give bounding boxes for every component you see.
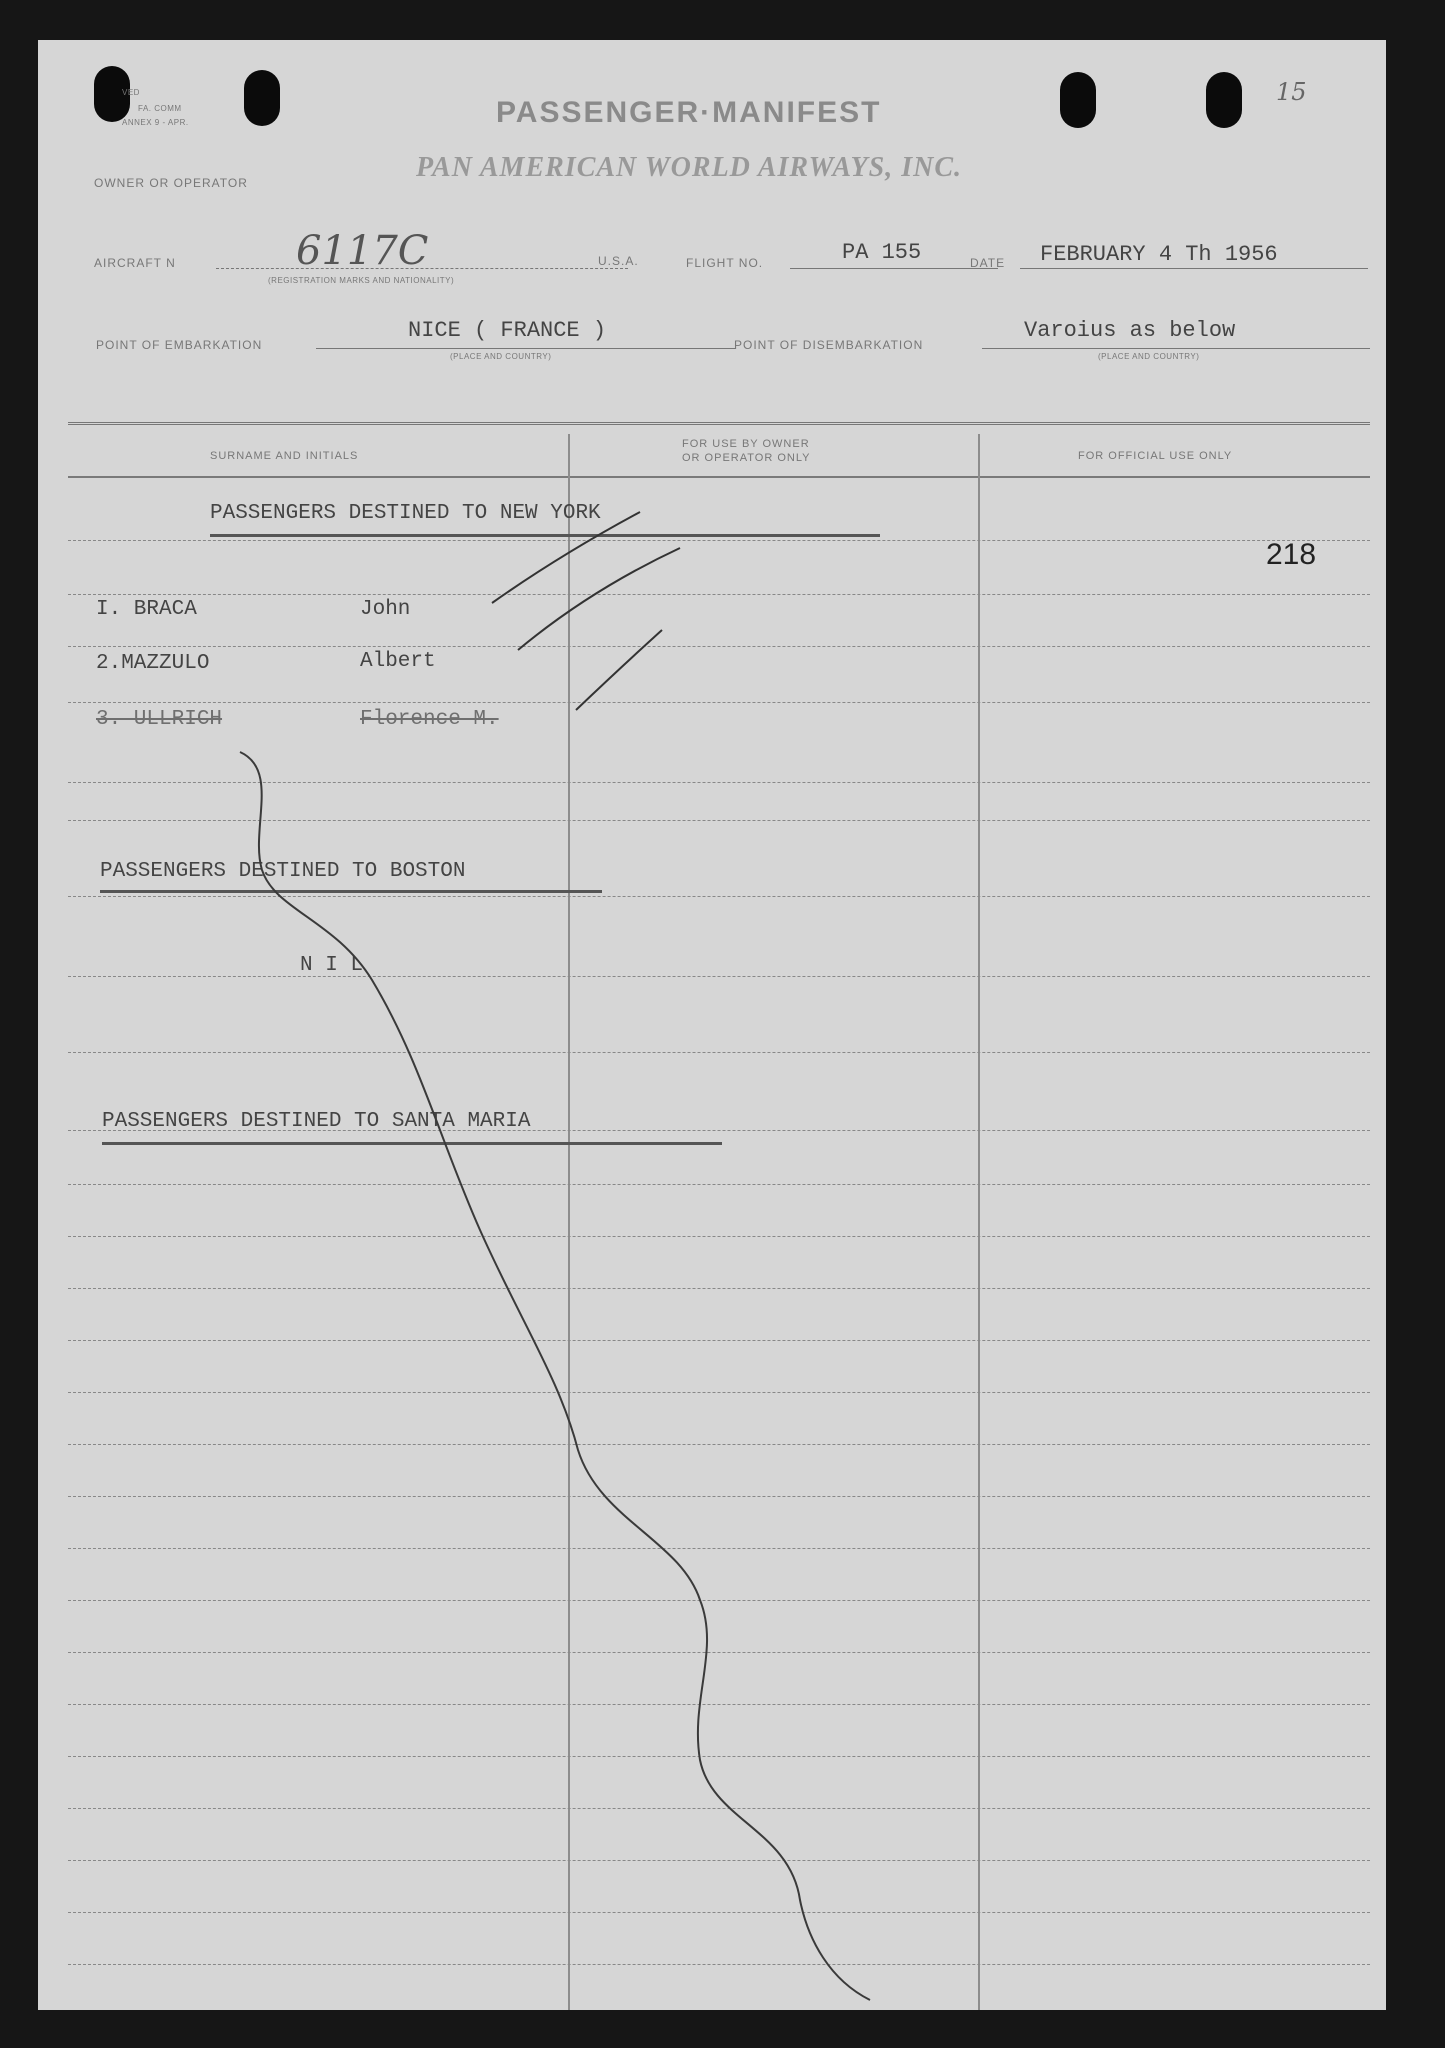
passenger-3-surname: 3. ULLRICH: [96, 708, 223, 731]
section-heading-new-york: PASSENGERS DESTINED TO NEW YORK: [210, 502, 601, 525]
approval-line-3: ANNEX 9 - APR.: [122, 118, 189, 127]
column-header-owner-1: FOR USE BY OWNER: [682, 438, 810, 450]
aircraft-sublabel: (REGISTRATION MARKS AND NATIONALITY): [268, 276, 455, 285]
approval-line-2: FA. COMM: [138, 104, 182, 113]
passenger-3-given: Florence M.: [360, 708, 499, 731]
owner-value: PAN AMERICAN WORLD AIRWAYS, INC.: [416, 152, 963, 183]
boston-entry: N I L: [300, 954, 364, 977]
corner-mark: 15: [1276, 78, 1307, 106]
disembarkation-sublabel: (PLACE AND COUNTRY): [1098, 352, 1200, 361]
section-heading-santa-maria: PASSENGERS DESTINED TO SANTA MARIA: [102, 1110, 531, 1133]
column-header-official: FOR OFFICIAL USE ONLY: [1078, 450, 1233, 462]
flight-label: FLIGHT NO.: [686, 256, 764, 270]
passenger-1-given: John: [360, 598, 411, 621]
column-header-surname: SURNAME AND INITIALS: [210, 450, 359, 462]
aircraft-label: AIRCRAFT N: [94, 256, 176, 270]
disembarkation-value: Varoius as below: [1024, 318, 1236, 343]
passenger-2-surname: 2.MAZZULO: [96, 652, 210, 675]
page-title: PASSENGER·MANIFEST: [496, 96, 882, 129]
tick-mark: [492, 512, 640, 603]
approval-line-1: VED: [122, 88, 140, 97]
passenger-2-given: Albert: [360, 650, 436, 673]
passenger-1-surname: I. BRACA: [96, 598, 197, 621]
date-label: DATE: [970, 256, 1006, 270]
embarkation-value: NICE ( FRANCE ): [408, 318, 607, 343]
owner-label: OWNER OR OPERATOR: [94, 176, 248, 190]
disembarkation-label: POINT OF DISEMBARKATION: [734, 338, 924, 352]
column-header-owner-2: OR OPERATOR ONLY: [682, 452, 811, 464]
flight-date: FEBRUARY 4 Th 1956: [1040, 242, 1278, 267]
embarkation-sublabel: (PLACE AND COUNTRY): [450, 352, 552, 361]
embarkation-label: POINT OF EMBARKATION: [96, 338, 263, 352]
section-heading-boston: PASSENGERS DESTINED TO BOSTON: [100, 860, 466, 883]
official-number: 218: [1266, 538, 1317, 571]
aircraft-registration: 6117C: [296, 228, 429, 274]
flight-number: PA 155: [842, 240, 922, 265]
usa-label: U.S.A.: [598, 254, 639, 268]
tick-mark: [576, 630, 662, 710]
strike-curve: [240, 752, 870, 2000]
